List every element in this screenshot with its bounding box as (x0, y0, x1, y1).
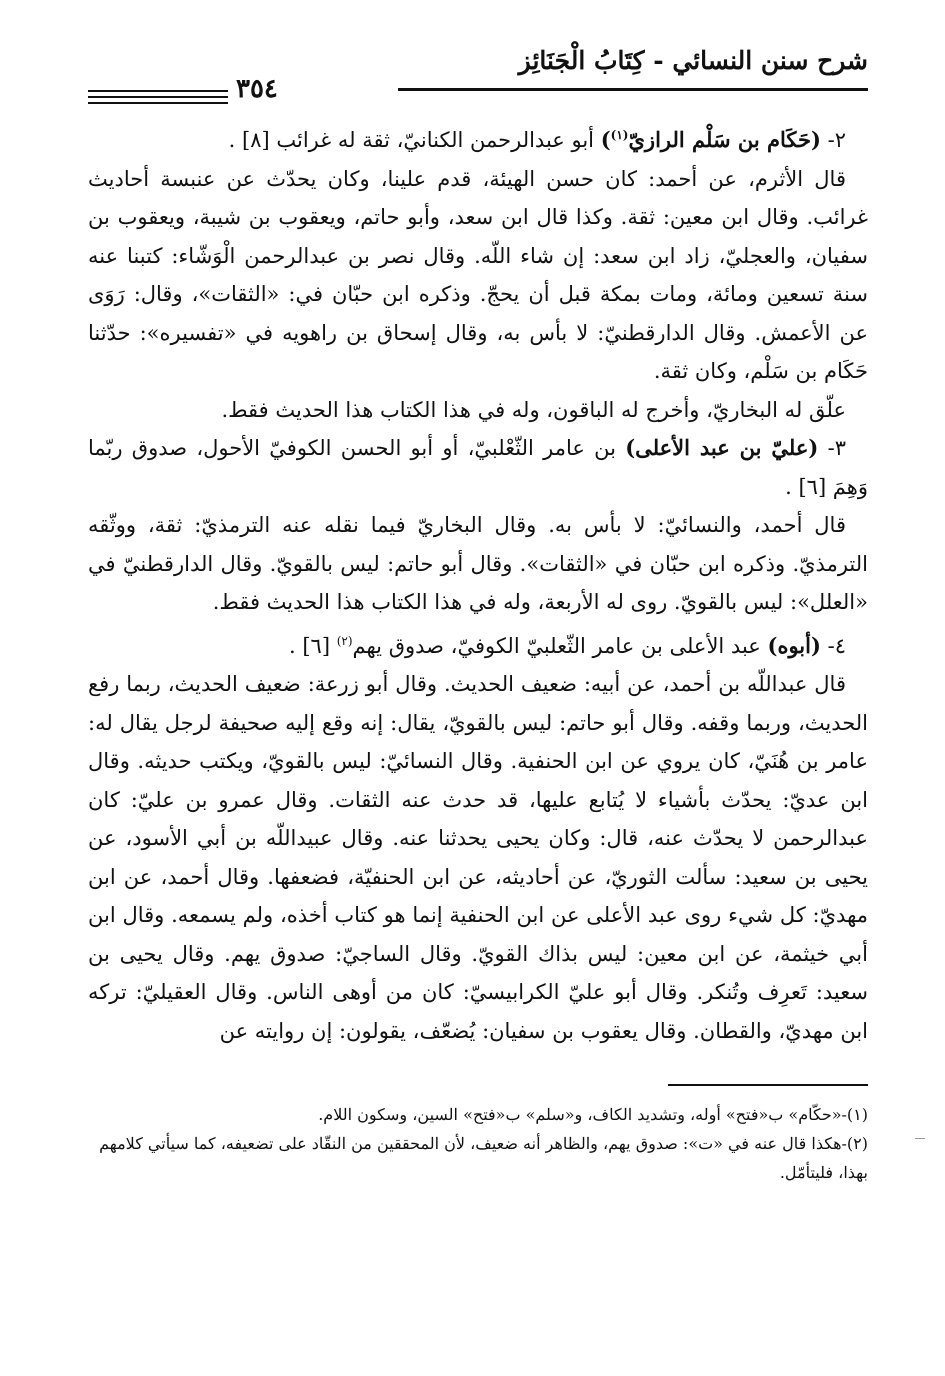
paragraph: قال أحمد، والنسائيّ: لا بأس به. وقال البخاريّ فيما نقله عنه الترمذيّ: ثقة، ووثّقه الترمذيّ. وذكره ابن حبّان في «الثقات». وقال أبو حاتم: ليس بالقويّ. وقال الدارقطنيّ في «العلل»: ليس بالقويّ. روى له الأربعة، وله في هذا الكتاب هذا الحديث فقط. (88, 513, 868, 614)
running-title: شرح سنن النسائي - كِتَابُ الْجَنَائِز (518, 46, 868, 75)
footnote-ref: (١) (610, 128, 629, 142)
narrator-name: (حَكَام بن سَلْم الرازيّ$^{(١)}$) (600, 127, 821, 152)
narrator-name: (عليّ بن عبد الأعلى) (625, 435, 819, 460)
page (88, 38, 868, 1187)
entry-number: ٣- (827, 436, 846, 460)
entry-number: ٢- (827, 128, 846, 152)
entry-number: ٤- (827, 633, 846, 658)
margin-mark (915, 1138, 925, 1139)
page-number-block (88, 74, 388, 114)
narrator-entry-4 (88, 622, 868, 666)
paragraph: قال الأثرم، عن أحمد: كان حسن الهيئة، قدم علينا، وكان يحدّث عن عنبسة أحاديث غرائب. وقال ابن معين: ثقة. وكذا قال ابن سعد، وأبو حاتم، ويعقوب بن شيبة، ويعقوب بن سفيان، والعجليّ، زاد ابن سعد: إن شاء اللّه. وقال نصر بن عبدالرحمن الْوَشّاء: كتبنا عنه سنة تسعين ومائة، ومات بمكة قبل أن يحجّ. وذكره ابن حبّان في: «الثقات»، وقال: رَوَى عن الأعمش. وقال الدارقطنيّ: لا بأس به، وقال إسحاق بن راهويه في «تفسيره»: حدّثنا حَكَام بن سَلْم، وكان ثقة. (88, 166, 868, 383)
narrator-description: أبو عبدالرحمن الكنانيّ، ثقة له غرائب [٨] . (228, 128, 595, 152)
narrator-description: عبد الأعلى بن عامر الثّعلبيّ الكوفيّ، صدوق يهم (352, 633, 761, 658)
page-number: ٣٥٤ (236, 74, 278, 104)
page-number-rule (88, 102, 228, 104)
page-number-rule (88, 96, 228, 98)
main-text (88, 116, 868, 1050)
narrator-entry-3 (88, 429, 868, 506)
footnote-1: (١)-«حكّام» ب«فتح» أوله، وتشديد الكاف، و«سلم» ب«فتح» السين، وسكون اللام. (318, 1105, 868, 1124)
paragraph: قال عبداللّه بن أحمد، عن أبيه: ضعيف الحديث. وقال أبو زرعة: ضعيف الحديث، ربما رفع الحديث، وربما وقفه. وقال أبو حاتم: ليس بالقويّ، يقال: إنه وقع إليه صحيفة لرجل يقال له: عامر بن هُنَيّ، كان يروي عن ابن الحنفية. وقال النسائيّ: ليس بالقويّ، ويكتب حديثه. وقال ابن عديّ: يحدّث بأشياء لا يُتابع عليها، قد حدث عنه الثقات. وقال عمرو بن عليّ: كان عبدالرحمن لا يحدّث عنه، قال: وكان يحيى يحدثنا عنه. وقال عبيداللّه بن أبي الأسود، عن يحيى بن سعيد: سألت الثوريّ، عن أحاديثه، عن ابن الحنفيّة، فضعفها. وقال أحمد، عن ابن مهديّ: كل شيء روى عبد الأعلى عن ابن الحنفية إنما هو كتاب أخذه، ولم يسمعه. وقال ابن أبي خيثمة، عن ابن معين: ليس بذاك القويّ. وقال الساجيّ: صدوق يهم. وقال يحيى بن سعيد: تَعرِف وتُنكر. وقال أبو عليّ الكرابيسيّ: كان من أوهى الناس. وقال العقيليّ: تركه ابن مهديّ، والقطان. وقال يعقوب بن سفيان: يُضعّف، يقولون: إن روايته عن (88, 672, 869, 1043)
narrator-name: (أبوه) (767, 632, 821, 658)
narrator-entry-2 (88, 116, 868, 160)
paragraph: علّق له البخاريّ، وأخرج له الباقون، وله في هذا الكتاب هذا الحديث فقط. (221, 397, 846, 422)
page-header (88, 38, 868, 110)
footnote-separator (668, 1084, 868, 1086)
footnotes (88, 1100, 868, 1187)
narrator-description: بن عامر الثّعْلبيّ، أو أبو الحسن الكوفيّ الأحول، صدوق ربّما وَهِمَ [٦] . (88, 436, 868, 499)
footnote-2: (٢)-هكذا قال عنه في «ت»: صدوق يهم، والظاهر أنه ضعيف، لأن المحققين من النقّاد على تضعيفه، كما سيأتي كلامهم بهذا، فليتأمّل. (99, 1134, 868, 1182)
narrator-grade: [٦] . (289, 633, 337, 658)
header-rule (398, 88, 868, 91)
page-number-rule (88, 90, 228, 92)
footnote-ref: (٢) (336, 633, 353, 648)
